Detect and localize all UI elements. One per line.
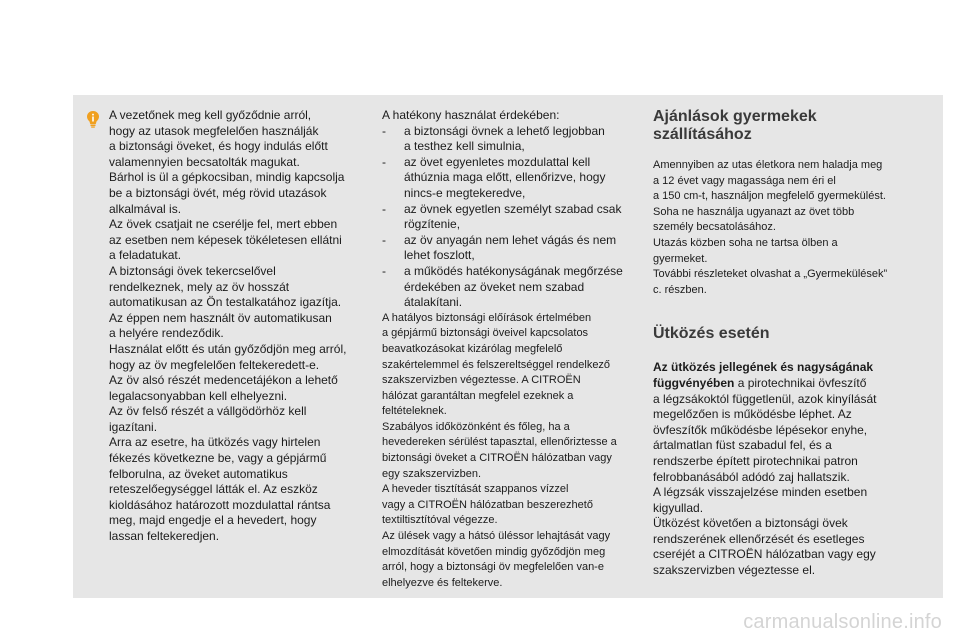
heading-children: Ajánlások gyermekek szállításához — [653, 108, 817, 143]
collision-text — [653, 360, 903, 578]
effective-use-intro: A hatékony használat érdekében: — [382, 108, 560, 122]
regulations-text: A hatályos biztonsági előírások értelmében a gépjármű biztonsági öveivel kapcsolatos beavatkozásokat kizárólag megfelelő szakértelemmel és felszereltséggel rendelkező szakszervizben végeztesse. A CITROËN hálózat garantáltan megfelel ezeknek a feltételeknek. Szabályos időközönként és főleg, ha a hevedereken sérülést tapasztal, ellenőriztesse a biztonsági öveket a CITROËN hálózatban vagy egy szakszervizben. A heveder tisztítását szappanos vízzel vagy a CITROËN hálózatban beszerezhető textiltisztítóval végezze. Az ülések vagy a hátsó üléssor lehajtását vagy elmozdítását követően mindig győződjön meg arról, hogy a biztonsági öv megfelelően van-e elhelyezve és feltekerve. — [382, 311, 617, 589]
heading-collision: Ütközés esetén — [653, 325, 770, 343]
info-icon — [84, 110, 102, 128]
list-item: - az övnek egyetlen személyt szabad csak rögzítenie, — [382, 201, 622, 232]
children-text: Amennyiben az utas életkora nem haladja meg a 12 évet vagy magassága nem éri el a 150 cm-t, használjon megfelelő gyermekülést. Soha ne használja ugyanazt az övet több személy becsatolásához. Utazás közben soha ne tartsa ölben a gyermeket. További részleteket olvashat a „Gyermekülések” c. részben. — [653, 159, 888, 296]
list-item: - a biztonsági övnek a lehető legjobban a testhez kell simulnia, — [382, 123, 605, 154]
column-effective-use — [382, 108, 634, 591]
effective-use-list — [382, 124, 634, 311]
watermark: carmanualsonline.info — [743, 611, 942, 633]
list-item: - a működés hatékonyságának megőrzése érdekében az öveket nem szabad átalakítani. — [382, 263, 623, 310]
collision-bold-lead: Az ütközés jellegének és nagyságának függvényében — [653, 360, 874, 390]
collision-text-rest: a pirotechnikai övfeszítő a légzsákoktól függetlenül, azok kinyílását megelőzően is működésbe léphet. Az övfeszítők működésbe lépésekor enyhe, ártalmatlan füst szabadul fel, és a rendszerbe épített pirotechnikai patron felrobbanásából adódó zaj hallatszik. A légzsák visszajelzése minden esetben kigyullad. Ütközést követően a biztonsági övek rendszerének ellenőrzését és esetleges cseréjét a CITROËN hálózatban vagy egy szakszervizben végeztesse el. — [653, 375, 877, 578]
column-seatbelt-usage — [109, 108, 371, 545]
list-item: - az öv anyagán nem lehet vágás és nem lehet foszlott, — [382, 232, 617, 263]
list-item: - az övet egyenletes mozdulattal kell áthúznia maga előtt, ellenőrizve, hogy nincs-e megtekeredve, — [382, 154, 606, 200]
seatbelt-usage-text: A vezetőnek meg kell győződnie arról, hogy az utasok megfelelően használják a biztonsági öveket, és hogy indulás előtt valamennyien becsatolták magukat. Bárhol is ül a gépkocsiban, mindig kapcsolja be a biztonsági övét, még rövid utazások alkalmával is. Az övek csatjait ne cserélje fel, mert ebben az esetben nem képesek tökéletesen ellátni a feladatukat. A biztonsági övek tekercselővel rendelkeznek, mely az öv hosszát automatikusan az Ön testalkatához igazítja. Az éppen nem használt öv automatikusan a helyére rendeződik. Használat előtt és után győződjön meg arról, hogy az öv megfelelően feltekeredett-e. Az öv alsó részét medencetájékon a lehető legalacsonyabban kell elhelyezni. Az öv felső részét a vállgödörhöz kell igazítani. Arra az esetre, ha ütközés vagy hirtelen fékezés következne be, vagy a gépjármű felborulna, az öveket automatikus reteszelőegységgel látták el. Az eszköz kioldásához határozott mozdulattal rántsa meg, majd engedje el a hevedert, hogy lassan feltekeredjen. — [109, 108, 347, 544]
column-children-and-collision — [653, 108, 903, 579]
